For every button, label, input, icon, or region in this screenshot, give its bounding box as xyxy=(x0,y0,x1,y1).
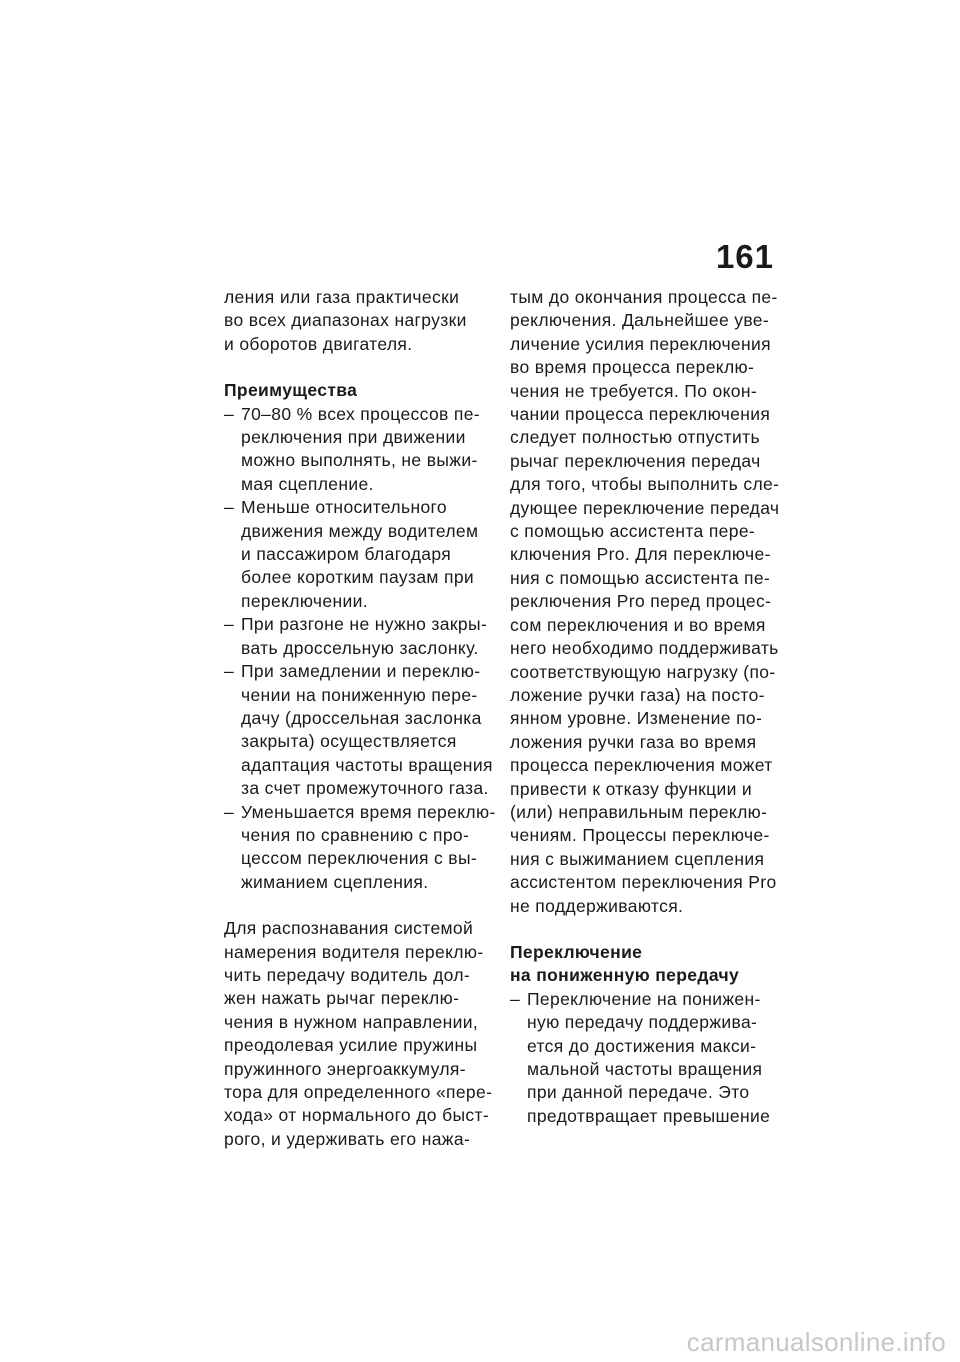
text-line: ния с помощью ассистента пе- xyxy=(510,567,771,588)
text-line: намерения водителя переклю- xyxy=(224,941,484,962)
dash-bullet: – xyxy=(224,661,235,682)
text-line: переключении. xyxy=(241,590,368,611)
text-line: него необходимо поддерживать xyxy=(510,638,779,659)
text-line: цессом переключения с вы- xyxy=(241,848,478,869)
text-line: с помощью ассистента пере- xyxy=(510,521,756,542)
text-line: следует полностью отпустить xyxy=(510,427,760,448)
text-line: Уменьшается время переклю- xyxy=(241,801,496,822)
body-paragraph xyxy=(224,917,506,1151)
text-line: ется до достижения макси- xyxy=(527,1035,757,1056)
list-item xyxy=(224,496,506,613)
section-heading-advantages: Преимущества xyxy=(224,380,358,401)
text-line: жен нажать рычаг переклю- xyxy=(224,988,460,1009)
list-item xyxy=(510,988,792,1128)
text-line: соответствующую нагрузку (по- xyxy=(510,661,776,682)
text-line: дующее переключение передач xyxy=(510,497,780,518)
list-item xyxy=(224,660,506,800)
text-line: для того, чтобы выполнить сле- xyxy=(510,474,780,495)
text-line: за счет промежуточного газа. xyxy=(241,778,489,799)
section-heading-downshift: на пониженную передачу xyxy=(510,965,740,986)
text-line: пружинного энергоаккумуля- xyxy=(224,1058,466,1079)
text-line: реключения при движении xyxy=(241,427,466,448)
text-line: и оборотов двигателя. xyxy=(224,333,413,354)
text-line: процесса переключения может xyxy=(510,755,773,776)
text-line: чить передачу водитель дол- xyxy=(224,964,471,985)
text-line: ключения Pro. Для переключе- xyxy=(510,544,771,565)
text-line: личение усилия переключения xyxy=(510,333,771,354)
text-line: предотвращает превышение xyxy=(527,1105,771,1126)
text-line: во время процесса переклю- xyxy=(510,357,755,378)
section-heading-downshift: Переключение xyxy=(510,941,643,962)
text-line: чании процесса переключения xyxy=(510,404,771,425)
text-line: преодолевая усилие пружины xyxy=(224,1035,478,1056)
text-line: чения по сравнению с про- xyxy=(241,824,470,845)
text-line: При замедлении и переклю- xyxy=(241,661,481,682)
text-line: можно выполнять, не выжи- xyxy=(241,450,478,471)
text-line: привести к отказу функции и xyxy=(510,778,753,799)
text-line: тора для определенного «пере- xyxy=(224,1082,493,1102)
advantages-list xyxy=(224,403,506,895)
text-line: Переключение на понижен- xyxy=(527,988,761,1009)
left-column xyxy=(224,286,506,1151)
text-line: не поддерживаются. xyxy=(510,895,684,916)
dash-bullet: – xyxy=(224,497,235,518)
text-line: чениям. Процессы переключе- xyxy=(510,825,770,846)
text-line: рого, и удерживать его нажа- xyxy=(224,1128,471,1149)
text-line: тым до окончания процесса пе- xyxy=(510,287,778,307)
text-line: Для распознавания системой xyxy=(224,918,474,939)
list-item xyxy=(224,801,506,895)
dash-bullet: – xyxy=(224,403,235,424)
downshift-list xyxy=(510,988,792,1128)
text-line: вать дроссельную заслонку. xyxy=(241,637,479,658)
text-line: жиманием сцепления. xyxy=(241,871,429,892)
text-line: ложение ручки газа) на посто- xyxy=(510,684,765,705)
dash-bullet: – xyxy=(510,988,521,1009)
text-line: адаптация частоты вращения xyxy=(241,754,493,775)
page-number: 161 xyxy=(715,238,774,275)
text-line: чения не требуется. По окон- xyxy=(510,380,758,401)
watermark-text: carmanualsonline.info xyxy=(686,1327,946,1357)
text-line: янном уровне. Изменение по- xyxy=(510,708,763,729)
text-line: рычаг переключения передач xyxy=(510,450,761,471)
list-item xyxy=(224,403,506,497)
body-paragraph xyxy=(510,286,792,918)
text-line: и пассажиром благодаря xyxy=(241,544,452,565)
text-line: при данной передаче. Это xyxy=(527,1082,750,1103)
list-item xyxy=(224,613,506,660)
text-line: закрыта) осуществляется xyxy=(241,731,457,752)
text-line: чения в нужном направлении, xyxy=(224,1011,479,1032)
text-line: во всех диапазонах нагрузки xyxy=(224,310,467,331)
text-line: дачу (дроссельная заслонка xyxy=(241,707,482,728)
text-line: ления или газа практически xyxy=(224,287,460,307)
text-line: реключения. Дальнейшее уве- xyxy=(510,310,770,331)
text-line: ассистентом переключения Pro xyxy=(510,872,777,893)
text-line: ния с выжиманием сцепления xyxy=(510,848,765,869)
intro-paragraph xyxy=(224,286,506,356)
text-line: хода» от нормального до быст- xyxy=(224,1105,490,1126)
text-line: сом переключения и во время xyxy=(510,614,766,635)
text-line: При разгоне не нужно закры- xyxy=(241,614,488,635)
text-line: (или) неправильным переклю- xyxy=(510,801,768,822)
text-line: движения между водителем xyxy=(241,520,479,541)
text-line: чении на пониженную пере- xyxy=(241,684,478,705)
text-line: мая сцепление. xyxy=(241,473,374,494)
text-line: ную передачу поддержива- xyxy=(527,1012,758,1033)
text-line: реключения Pro перед процес- xyxy=(510,591,772,612)
text-line: мальной частоты вращения xyxy=(527,1059,763,1079)
text-line: ложения ручки газа во время xyxy=(510,731,757,752)
text-line: более коротким паузам при xyxy=(241,567,475,588)
text-line: 70–80 % всех процессов пе- xyxy=(241,403,480,424)
dash-bullet: – xyxy=(224,801,235,822)
right-column xyxy=(510,286,792,1128)
dash-bullet: – xyxy=(224,614,235,635)
text-line: Меньше относительного xyxy=(241,497,447,518)
